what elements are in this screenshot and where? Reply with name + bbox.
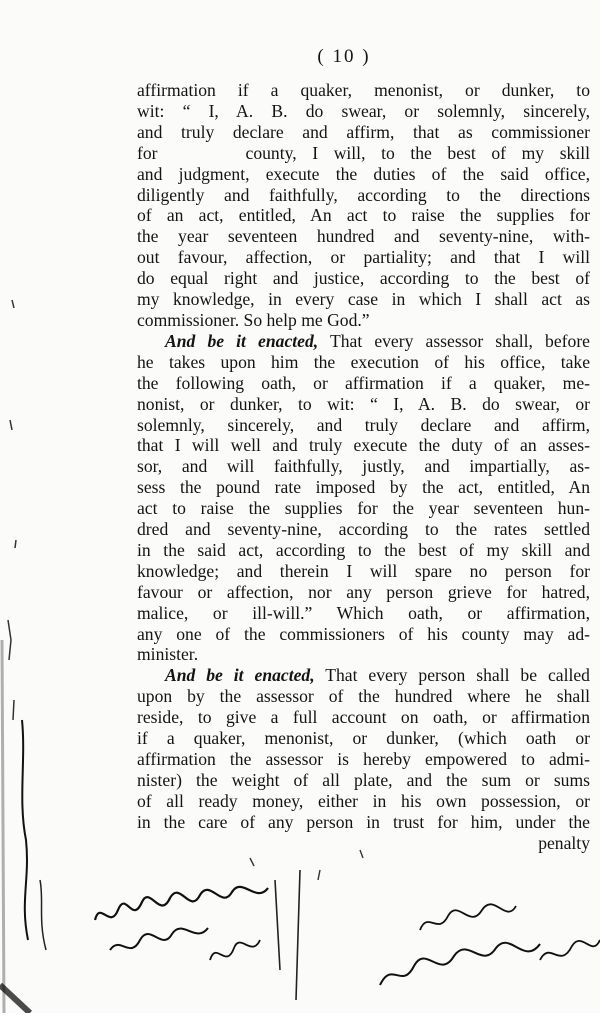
text-line: sess the pound rate imposed by the act, entitled, An (137, 477, 590, 498)
paragraph-start (137, 665, 590, 686)
text-line: in the care of any person in trust for him, under the (137, 811, 590, 832)
text-line: out favour, affection, or partiality; and that I will (137, 247, 590, 268)
text-line: minister. (137, 644, 199, 665)
text-line-remainder: That every assessor shall, before (329, 330, 590, 351)
page-number: ( 10 ) (317, 46, 371, 67)
body-text (137, 80, 597, 854)
text-line: he takes upon him the execution of his office, take (137, 351, 590, 372)
text-line-with-gap (137, 143, 590, 164)
text-line: wit: “ I, A. B. do swear, or solemnly, sincerely, (137, 100, 590, 121)
text-line: reside, to give a full account on oath, or affirmation (137, 707, 590, 728)
handwritten-scribbles (0, 840, 600, 1013)
text-line: the following oath, or affirmation if a quaker, me- (137, 372, 590, 393)
enacting-phrase: And be it enacted, (165, 665, 315, 686)
text-line: and judgment, execute the duties of the said office, (137, 163, 590, 184)
text-line: in the said act, according to the best of my skill and (137, 539, 590, 560)
for-word: for (137, 142, 158, 163)
text-line: any one of the commissioners of his county may ad- (137, 623, 590, 644)
text-line: nister) the weight of all plate, and the sum or sums (137, 769, 590, 790)
text-line-remainder: county, I will, to the best of my skill (245, 142, 590, 163)
text-line: knowledge; and therein I will spare no person for (137, 560, 590, 581)
text-line: if a quaker, menonist, or dunker, (which oath or (137, 728, 590, 749)
text-line: upon by the assessor of the hundred where he shall (137, 686, 590, 707)
text-line: of all ready money, either in his own possession, or (137, 790, 590, 811)
text-line: dred and seventy-nine, according to the rates settled (137, 519, 590, 540)
text-line: malice, or ill-will.” Which oath, or affirmation, (137, 602, 590, 623)
enacting-phrase: And be it enacted, (165, 330, 319, 351)
text-line: favour or affection, nor any person grieve for hatred, (137, 581, 590, 602)
text-line: my knowledge, in every case in which I shall act as (137, 289, 590, 310)
text-line: the year seventeen hundred and seventy-nine, with- (137, 226, 590, 247)
text-line: act to raise the supplies for the year seventeen hun- (137, 498, 590, 519)
text-line-remainder: That every person shall be called (325, 665, 590, 686)
text-line: affirmation the assessor is hereby empowered to admi- (137, 749, 590, 769)
text-line: affirmation if a quaker, menonist, or dunker, to (137, 80, 590, 100)
text-line: that I will well and truly execute the duty of an asses- (137, 435, 590, 456)
paragraph-start (137, 331, 590, 352)
text-line: solemnly, sincerely, and truly declare and affirm, (137, 414, 590, 435)
text-line: commissioner. So help me God.” (137, 309, 370, 330)
text-line: of an act, entitled, An act to raise the supplies for (137, 205, 590, 226)
text-line: nonist, or dunker, to wit: “ I, A. B. do swear, or (137, 393, 590, 414)
text-line: and truly declare and affirm, that as commissioner (137, 121, 590, 142)
text-line: diligently and faithfully, according to the directions (137, 184, 590, 205)
text-line: sor, and will faithfully, justly, and impartially, as- (137, 456, 590, 477)
catchword: penalty (538, 832, 590, 853)
scribble-graphic (0, 840, 600, 1013)
text-line: do equal right and justice, according to the best of (137, 268, 590, 289)
